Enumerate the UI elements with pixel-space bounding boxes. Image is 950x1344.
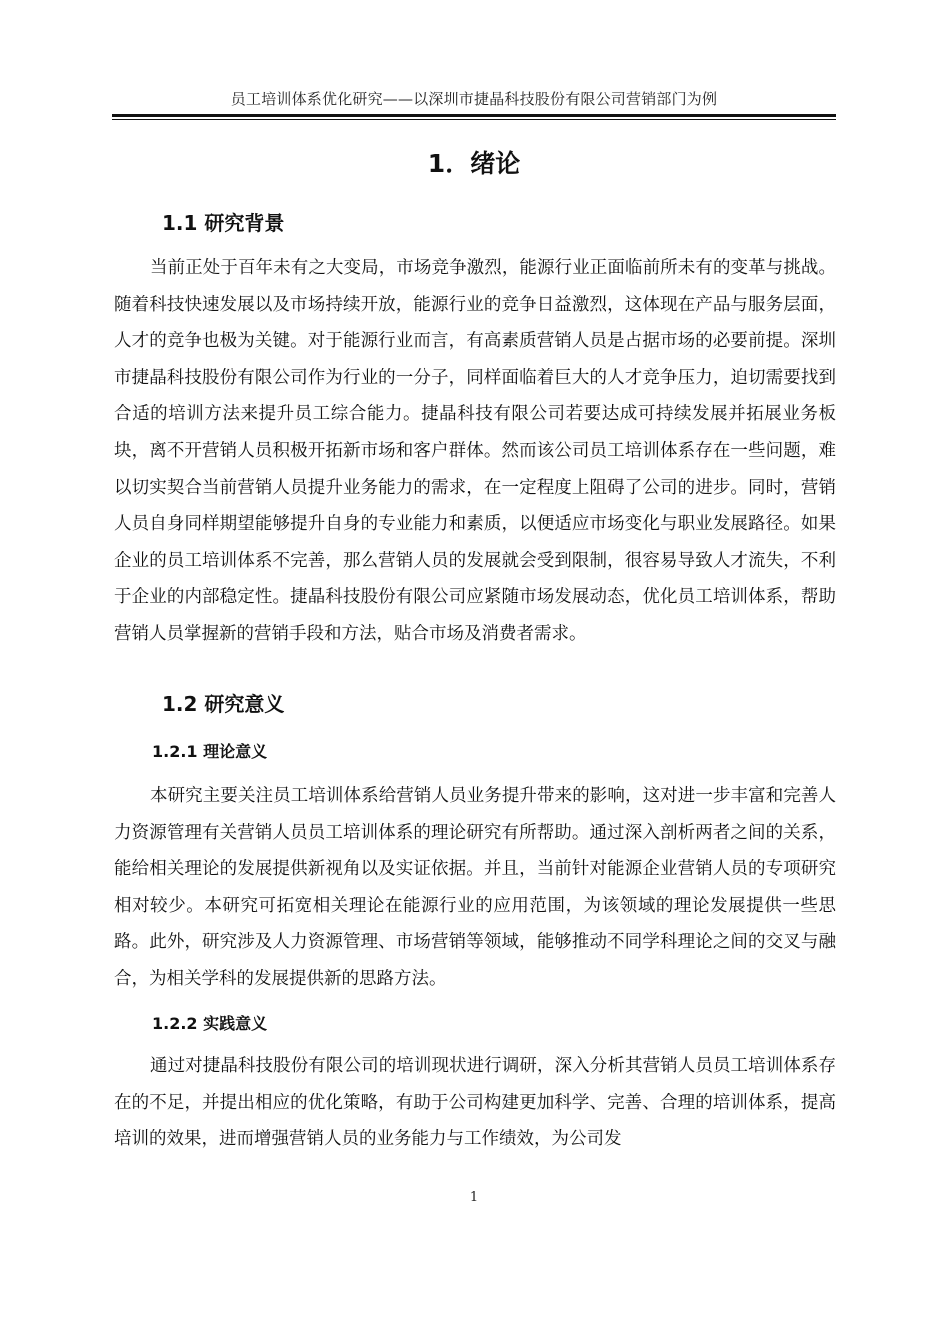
section-heading-significance: 1.2 研究意义 [162,692,285,716]
subsection-heading-practice: 1.2.2 实践意义 [152,1014,268,1033]
header-rule [112,114,836,117]
running-header: 员工培训体系优化研究——以深圳市捷晶科技股份有限公司营销部门为例 [230,90,718,108]
header-rule-thin [112,119,836,120]
paragraph-background: 当前正处于百年未有之大变局，市场竞争激烈，能源行业正面临前所未有的变革与挑战。随着科技快速发展以及市场持续开放，能源行业的竞争日益激烈，这体现在产品与服务层面，人才的竞争也极为关键。对于能源行业而言，有高素质营销人员是占据市场的必要前提。深圳市捷晶科技股份有限公司作为行业的一分子，同样面临着巨大的人才竞争压力，迫切需要找到合适的培训方法来提升员工综合能力。捷晶科技有限公司若要达成可持续发展并拓展业务板块，离不开营销人员积极开拓新市场和客户群体。然而该公司员工培训体系存在一些问题，难以切实契合当前营销人员提升业务能力的需求，在一定程度上阻碍了公司的进步。同时，营销人员自身同样期望能够提升自身的专业能力和素质，以便适应市场变化与职业发展路径。如果企业的员工培训体系不完善，那么营销人员的发展就会受到限制，很容易导致人才流失，不利于企业的内部稳定性。捷晶科技股份有限公司应紧随市场发展动态，优化员工培训体系，帮助营销人员掌握新的营销手段和方法，贴合市场及消费者需求。 [114,258,836,644]
chapter-title: 1．绪论 [427,149,521,178]
section-heading-background: 1.1 研究背景 [162,211,285,235]
paragraph-theory: 本研究主要关注员工培训体系给营销人员业务提升带来的影响，这对进一步丰富和完善人力资源管理有关营销人员员工培训体系的理论研究有所帮助。通过深入剖析两者之间的关系，能给相关理论的发展提供新视角以及实证依据。并且，当前针对能源企业营销人员的专项研究相对较少。本研究可拓宽相关理论在能源行业的应用范围，为该领域的理论发展提供一些思路。此外，研究涉及人力资源管理、市场营销等领域，能够推动不同学科理论之间的交叉与融合，为相关学科的发展提供新的思路方法。 [114,786,836,989]
page-number: 1 [469,1190,479,1205]
subsection-heading-theory: 1.2.1 理论意义 [152,742,268,761]
paragraph-practice: 通过对捷晶科技股份有限公司的培训现状进行调研，深入分析其营销人员员工培训体系存在的不足，并提出相应的优化策略，有助于公司构建更加科学、完善、合理的培训体系，提高培训的效果，进而增强营销人员的业务能力与工作绩效，为公司发 [114,1056,836,1150]
